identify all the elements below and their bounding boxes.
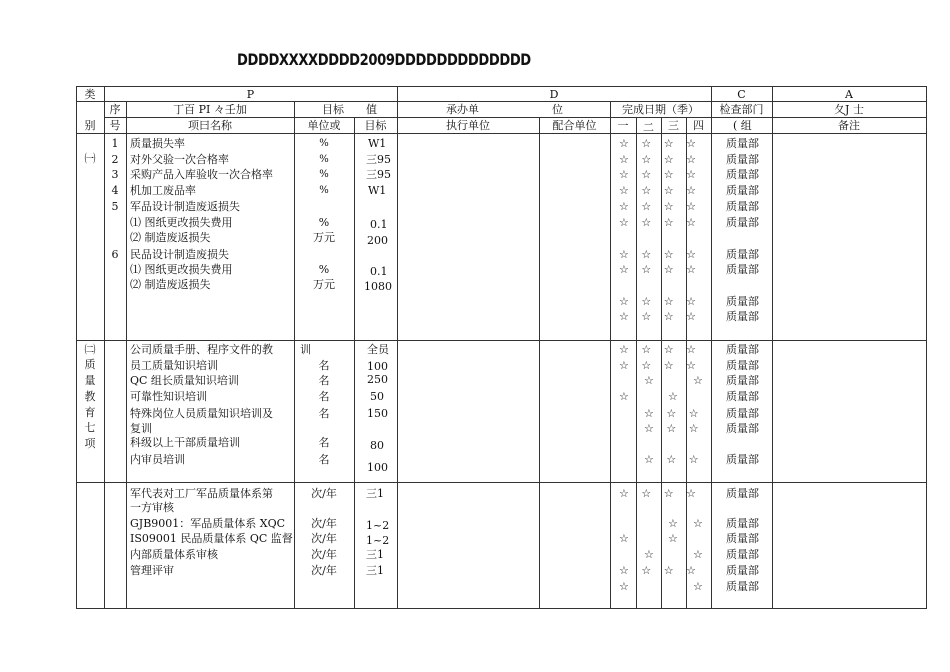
edu-item: 科级以上干部质量培训 (130, 436, 240, 449)
edu-target: 50 (370, 390, 384, 403)
header-seq-bottom: 号 (109, 119, 121, 132)
edu-dept: 质量部 (726, 374, 759, 387)
section-1-label: ㈠ (84, 152, 96, 165)
header-target-b: 值 (366, 103, 377, 116)
audit-star-q3: ☆ (668, 517, 678, 530)
header-note: 备注 (838, 119, 860, 132)
audit-item-cont: 一方审核 (130, 501, 174, 514)
audit-item: 军代表对工厂军品质量体系第 (130, 487, 273, 500)
header-category-bottom: 别 (84, 119, 96, 132)
audit-quarter-stars: ☆ ☆ ☆ ☆ (619, 564, 696, 577)
row-dept: 质量部 (726, 216, 759, 229)
row-item: 对外父验一次合格率 (130, 153, 229, 166)
edu-star-q2: ☆ (644, 374, 654, 387)
edu-dept: 质量部 (726, 453, 759, 466)
row-target: 200 (367, 234, 388, 247)
row-dept: 质量部 (726, 310, 759, 323)
audit-unit: 次/年 (311, 564, 337, 577)
edu-target: 80 (370, 439, 384, 452)
audit-item: IS09001 民品质量体系 QC 监督 (130, 532, 293, 545)
audit-star-q4: ☆ (693, 517, 703, 530)
row-quarter-stars: ☆ ☆ ☆ ☆ (619, 216, 696, 229)
audit-item: 管理评审 (130, 564, 174, 577)
row-quarter-stars: ☆ ☆ ☆ ☆ (619, 184, 696, 197)
audit-target: 三1 (366, 564, 384, 577)
row-seq: 6 (111, 248, 119, 261)
header-target-a: 目标 (322, 103, 344, 116)
row-unit: % (319, 169, 329, 180)
edu-quarter-stars: ☆ ☆ ☆ (644, 407, 699, 420)
edu-item: 可靠性知识培训 (130, 390, 207, 403)
section-2-label: 教 (84, 390, 96, 403)
row-seq: 2 (111, 153, 119, 166)
audit-unit: 次/年 (311, 548, 337, 561)
row-quarter-stars: ☆ ☆ ☆ ☆ (619, 248, 696, 261)
edu-unit: 名 (318, 436, 330, 449)
row-unit: % (318, 263, 330, 276)
audit-target: 三1 (366, 548, 384, 561)
audit-target: 1~2 (366, 534, 390, 547)
row-subitem: ⑵ 制造废返损失 (130, 278, 211, 291)
row-target: 0.1 (370, 265, 388, 278)
edu-quarter-stars: ☆ ☆ ☆ (644, 422, 699, 435)
edu-item: 公司质量手册、程序文件的教 (130, 343, 273, 356)
section-2-label: ㈡ (84, 343, 96, 356)
header-c: C (737, 88, 746, 101)
audit-target: 1~2 (366, 519, 390, 532)
edu-target: 全员 (367, 343, 389, 356)
edu-unit: 名 (318, 453, 330, 466)
edu-unit: 名 (318, 407, 330, 420)
row-item: 质量损失率 (130, 137, 185, 150)
audit-item: 内部质量体系审核 (130, 548, 218, 561)
audit-item: GJB9001：军品质量体系 XQC (130, 517, 286, 530)
row-dept: 质量部 (726, 153, 759, 166)
header-exec-unit: 执行单位 (446, 119, 490, 132)
header-d: D (549, 88, 559, 101)
header-note-top: 夂J 士 (834, 103, 864, 116)
row-seq: 3 (111, 168, 119, 181)
row-dept: 质量部 (726, 248, 759, 261)
audit-dept: 质量部 (726, 517, 759, 530)
row-dept: 质量部 (726, 137, 759, 150)
edu-quarter-stars: ☆ ☆ ☆ ☆ (619, 343, 696, 356)
edu-unit: 名 (318, 374, 330, 387)
edu-unit: 训 (300, 343, 311, 356)
row-seq: 1 (111, 137, 119, 150)
row-item: 军品设计制造废返损失 (130, 200, 240, 213)
section-2-label: 量 (84, 374, 96, 387)
row-quarter-stars: ☆ ☆ ☆ ☆ (619, 295, 696, 308)
row-unit: 万元 (313, 231, 335, 244)
section-2-label: 项 (84, 437, 96, 450)
header-item-name: 项曰名称 (188, 119, 232, 132)
section-2-label: 七 (84, 421, 96, 434)
audit-star-q1: ☆ (619, 532, 629, 545)
edu-dept: 质量部 (726, 422, 759, 435)
header-target: 目标 (364, 119, 387, 132)
edu-item: 内审员培训 (130, 453, 185, 466)
row-quarter-stars: ☆ ☆ ☆ ☆ (619, 263, 696, 276)
row-unit: % (319, 138, 329, 149)
row-dept: 质量部 (726, 295, 759, 308)
edu-target: 250 (367, 373, 388, 386)
audit-star-q4: ☆ (693, 580, 703, 593)
audit-dept: 质量部 (726, 564, 759, 577)
header-p: P (246, 88, 255, 101)
audit-star-q1: ☆ (619, 580, 629, 593)
edu-item: 员工质量知识培训 (130, 359, 218, 372)
edu-target: 100 (367, 461, 388, 474)
audit-star-q4: ☆ (693, 548, 703, 561)
audit-unit: 次/年 (311, 532, 337, 545)
edu-target: 100 (367, 360, 388, 373)
row-quarter-stars: ☆ ☆ ☆ ☆ (619, 200, 696, 213)
row-dept: 质量部 (726, 184, 759, 197)
row-dept: 质量部 (726, 200, 759, 213)
row-subitem: ⑴ 图纸更改损失费用 (130, 216, 233, 229)
section-2-label: 质 (84, 358, 96, 371)
audit-dept: 质量部 (726, 487, 759, 500)
row-seq: 4 (111, 184, 119, 197)
header-a: A (845, 88, 853, 101)
row-subitem: ⑴ 图纸更改损失费用 (130, 263, 233, 276)
row-item: 民品设计制造废损失 (130, 248, 229, 261)
row-unit: 万元 (313, 278, 335, 291)
row-target: 0.1 (370, 218, 388, 231)
audit-star-q3: ☆ (668, 532, 678, 545)
row-quarter-stars: ☆ ☆ ☆ ☆ (619, 137, 696, 150)
header-resp-b: 位 (552, 103, 563, 116)
row-target: W1 (368, 184, 387, 197)
row-seq: 5 (111, 200, 119, 213)
edu-dept: 质量部 (726, 343, 759, 356)
row-quarter-stars: ☆ ☆ ☆ ☆ (619, 168, 696, 181)
row-unit: % (319, 154, 329, 165)
edu-dept: 质量部 (726, 390, 759, 403)
edu-quarter-stars: ☆ ☆ ☆ (644, 453, 699, 466)
audit-dept: 质量部 (726, 548, 759, 561)
edu-item: 特殊岗位人员质量知识培训及 (130, 407, 273, 420)
document-title: DDDDXXXXDDDD2009DDDDDDDDDDDDD (237, 50, 531, 69)
row-quarter-stars: ☆ ☆ ☆ ☆ (619, 310, 696, 323)
header-q3: 三 (668, 119, 679, 132)
edu-star-q4: ☆ (693, 374, 703, 387)
edu-unit: 名 (318, 390, 330, 403)
row-target: 三95 (366, 168, 391, 181)
audit-dept: 质量部 (726, 532, 759, 545)
row-dept: 质量部 (726, 168, 759, 181)
row-target: 三95 (366, 153, 391, 166)
header-item-top: 丁百 PI 々壬加 (173, 103, 247, 116)
header-check-group: ( 组 (733, 119, 752, 132)
header-completion-date: 完成日期（季） (622, 103, 699, 116)
edu-dept: 质量部 (726, 359, 759, 372)
audit-target: 三1 (366, 487, 384, 500)
row-item: 机加工废品率 (130, 184, 196, 197)
section-2-label: 育 (84, 406, 96, 419)
edu-quarter-stars: ☆ ☆ ☆ ☆ (619, 359, 696, 372)
header-q4: 四 (693, 119, 704, 132)
edu-star-q1: ☆ (619, 390, 629, 403)
audit-star-q2: ☆ (644, 548, 654, 561)
header-q2: 二 (643, 121, 654, 134)
audit-unit: 次/年 (311, 487, 337, 500)
row-subitem: ⑵ 制造废返损失 (130, 231, 211, 244)
edu-item: QC 组长质量知识培训 (130, 374, 239, 387)
audit-unit: 次/年 (311, 517, 337, 530)
header-seq-top: 序 (109, 103, 121, 116)
edu-star-q3: ☆ (668, 390, 678, 403)
header-coop-unit: 配合单位 (552, 119, 597, 132)
row-unit: % (318, 216, 330, 229)
header-q1: 一 (617, 119, 629, 132)
edu-dept: 质量部 (726, 407, 759, 420)
header-category: 类 (84, 88, 96, 101)
row-dept: 质量部 (726, 263, 759, 276)
audit-dept: 质量部 (726, 580, 759, 593)
header-unit: 单位或 (307, 119, 341, 132)
edu-target: 150 (367, 407, 388, 420)
header-check-dept: 检查部门 (719, 103, 764, 116)
edu-item-cont: 复训 (130, 422, 152, 435)
audit-quarter-stars: ☆ ☆ ☆ ☆ (619, 487, 696, 500)
row-unit: % (319, 185, 329, 196)
edu-unit: 名 (318, 359, 330, 372)
row-item: 采购产品入库验收一次合格率 (130, 168, 273, 181)
header-resp-a: 承办单 (446, 103, 479, 116)
row-target: W1 (368, 137, 387, 150)
row-target: 1080 (364, 280, 392, 293)
row-quarter-stars: ☆ ☆ ☆ ☆ (619, 153, 696, 166)
